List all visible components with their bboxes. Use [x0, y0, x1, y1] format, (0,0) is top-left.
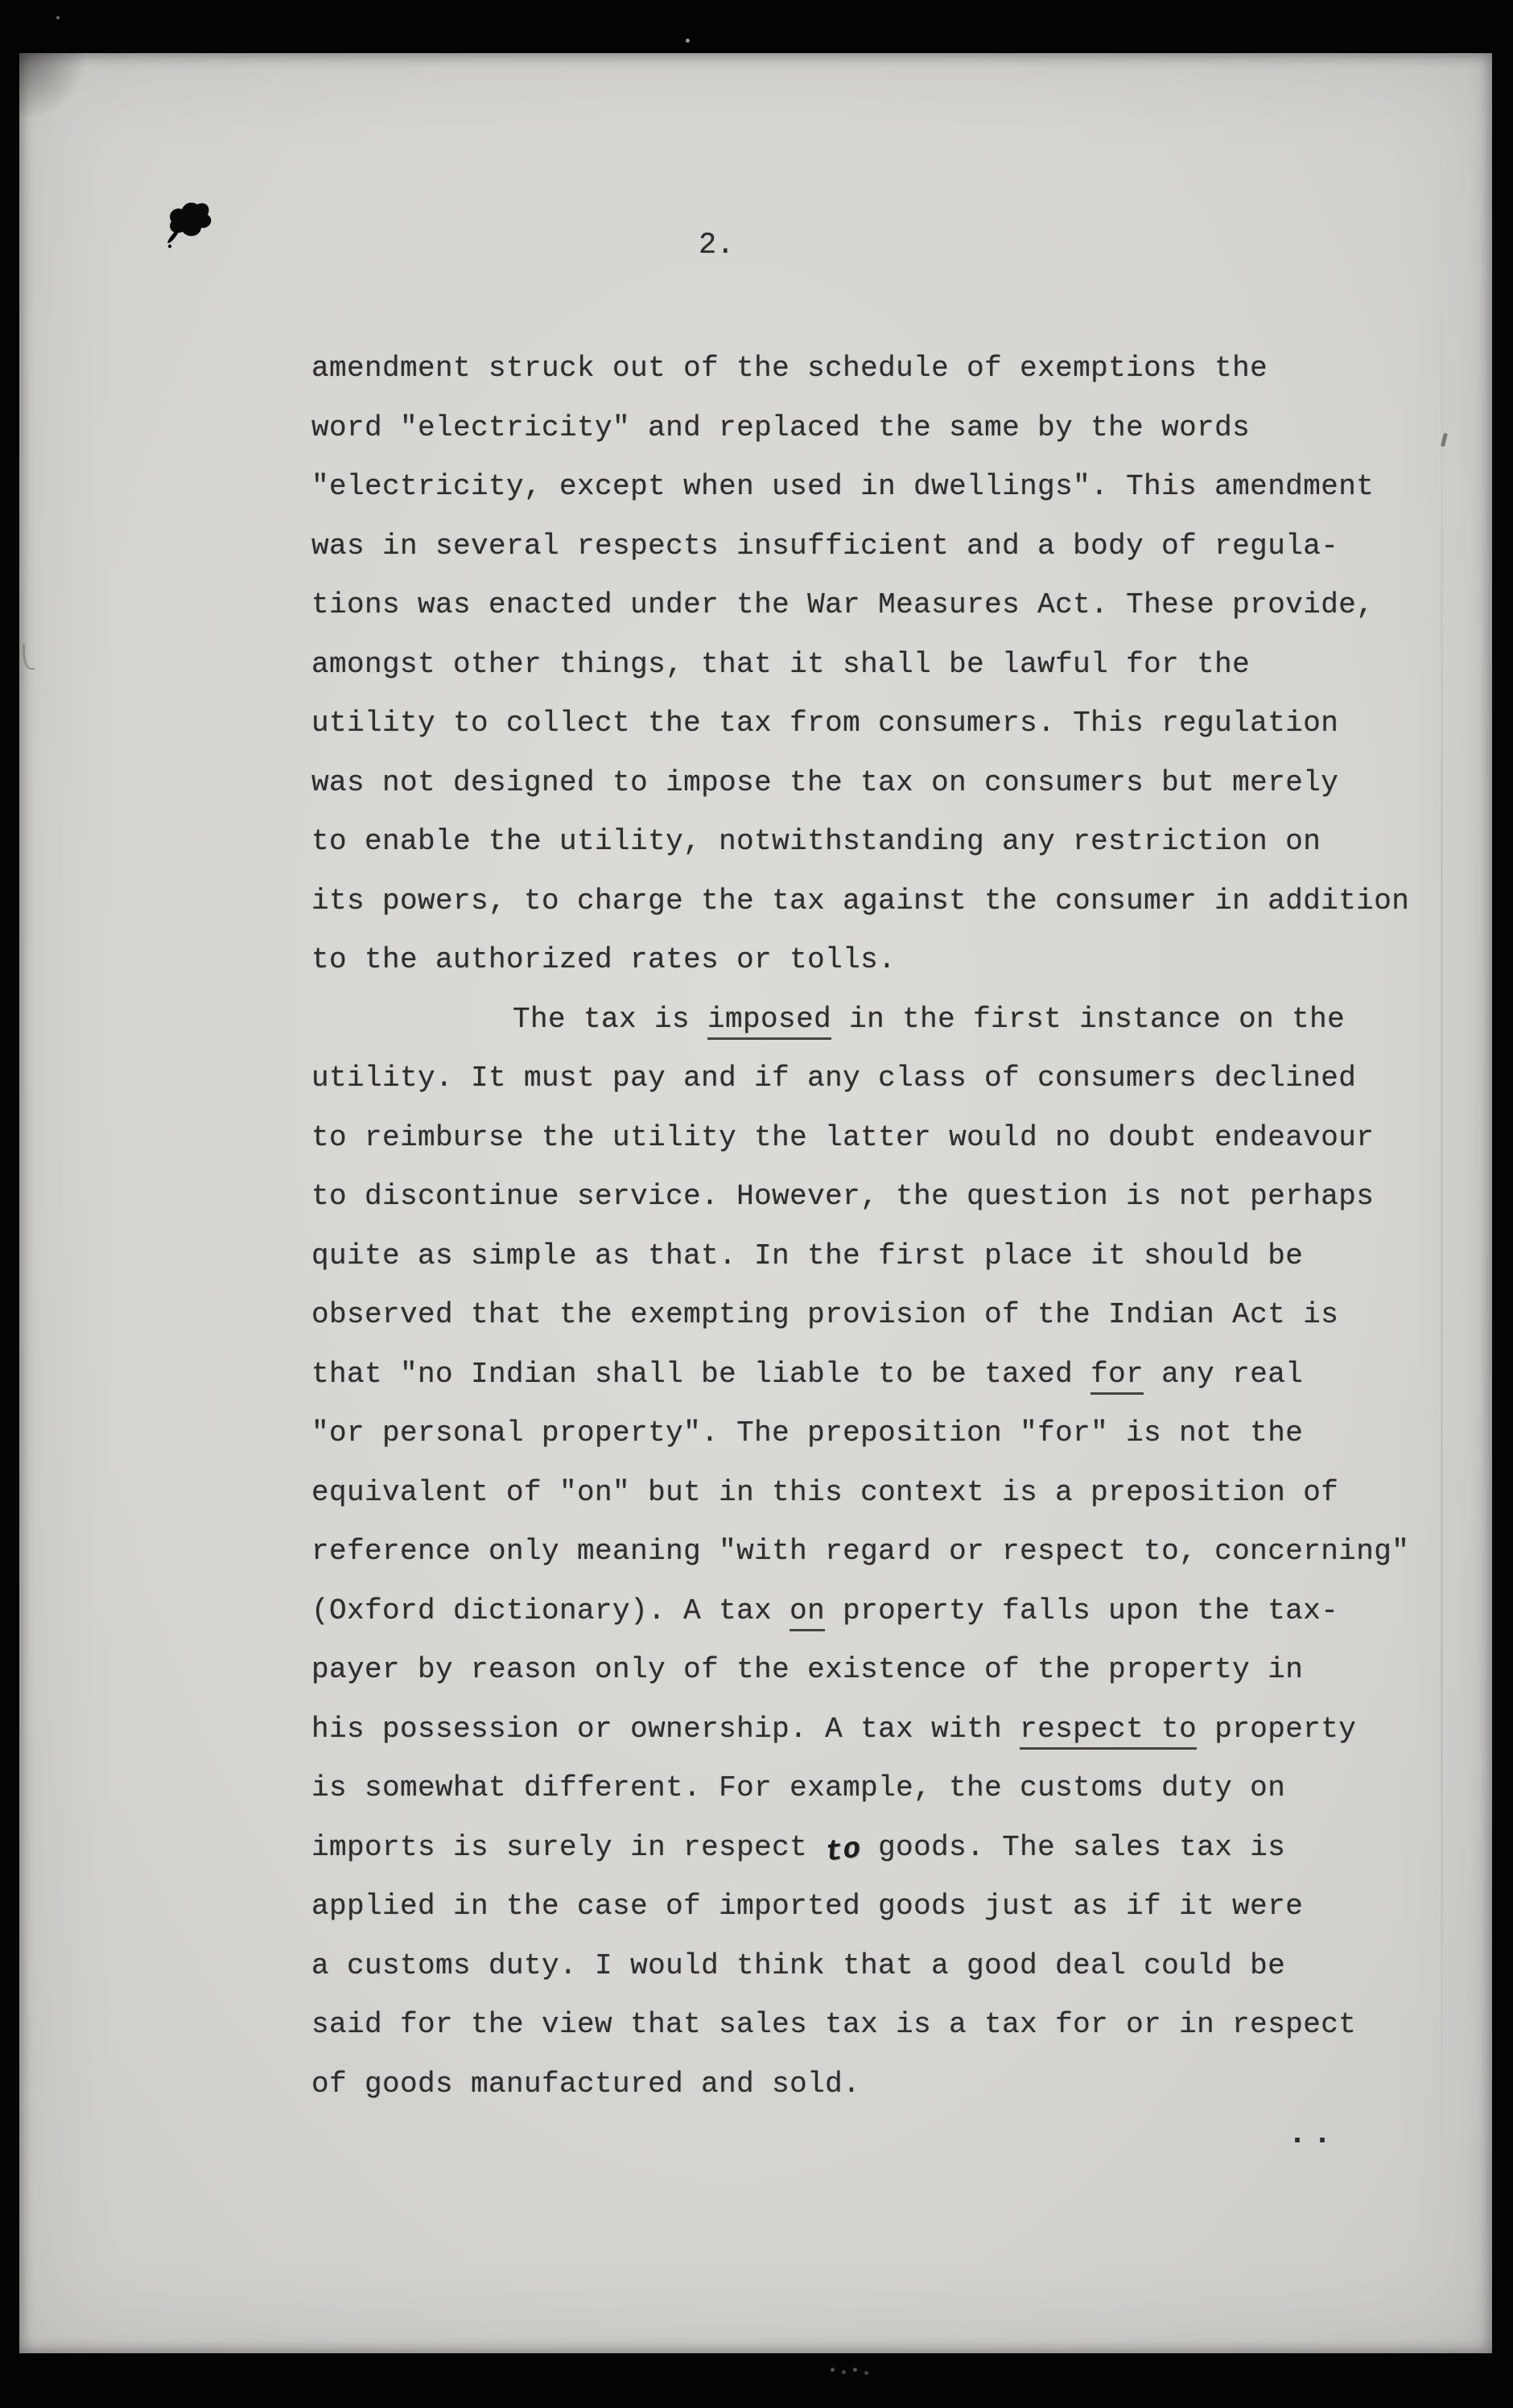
text-line — [311, 930, 1470, 990]
text-line — [311, 1167, 1470, 1227]
handwritten-correction: to — [823, 1831, 863, 1870]
text-line — [311, 1522, 1470, 1581]
text-segment: utility. It must pay and if any class of consumers declined — [311, 1062, 1357, 1095]
text-line — [311, 635, 1470, 695]
text-line — [311, 1700, 1470, 1759]
text-segment: reference only meaning "with regard or respect to, concerning" — [311, 1535, 1410, 1568]
text-line — [311, 1759, 1470, 1818]
text-segment: "electricity, except when used in dwellings". This amendment — [311, 470, 1375, 503]
text-segment: "or personal property". The preposition "for" is not the — [311, 1416, 1304, 1449]
text-segment: was in several respects insufficient and a body of regula- — [311, 529, 1339, 563]
text-block — [311, 339, 1470, 2113]
trailing-dots: .. — [1288, 2117, 1338, 2153]
text-line — [311, 753, 1470, 813]
text-segment: that "no Indian shall be liable to be taxed — [311, 1357, 1091, 1391]
text-line — [311, 517, 1470, 576]
text-segment: his possession or ownership. A tax with — [311, 1712, 1020, 1746]
text-line — [311, 1936, 1470, 1996]
text-line — [311, 1227, 1470, 1286]
scan-smudge — [831, 2368, 835, 2372]
text-segment: amendment struck out of the schedule of exemptions the — [311, 352, 1268, 385]
text-segment: observed that the exempting provision of the Indian Act is — [311, 1298, 1339, 1331]
text-segment: a customs duty. I would think that a good deal could be — [311, 1948, 1286, 1982]
underlined-text: respect to — [1020, 1713, 1197, 1750]
corner-shadow — [19, 53, 92, 118]
text-segment: payer by reason only of the existence of the property in — [311, 1653, 1304, 1686]
text-line — [311, 398, 1470, 458]
text-segment: amongst other things, that it shall be lawful for the — [311, 647, 1251, 681]
text-segment: property — [1197, 1712, 1357, 1746]
text-line — [311, 2055, 1470, 2114]
text-line — [311, 872, 1470, 931]
text-line — [311, 1818, 1470, 1878]
text-segment: goods. The sales tax is — [860, 1830, 1286, 1864]
text-segment: any real — [1144, 1357, 1304, 1391]
scan-speck-icon — [56, 16, 60, 19]
text-line — [311, 1640, 1470, 1700]
text-segment: (Oxford dictionary). A tax — [311, 1594, 790, 1627]
text-segment: to discontinue service. However, the question is not perhaps — [311, 1180, 1375, 1213]
text-segment: of goods manufactured and sold. — [311, 2067, 861, 2101]
text-line — [311, 1345, 1470, 1404]
text-line — [311, 1404, 1470, 1463]
page-number: 2. — [699, 229, 735, 262]
text-segment: to the authorized rates or tolls. — [311, 943, 897, 976]
text-line — [311, 812, 1470, 872]
ink-blot-icon — [165, 200, 216, 249]
text-line — [311, 339, 1470, 398]
text-line — [311, 694, 1470, 753]
text-line — [311, 1285, 1470, 1345]
scan-speck-icon — [686, 39, 690, 43]
text-segment: word "electricity" and replaced the same by the words — [311, 410, 1251, 444]
text-segment: utility to collect the tax from consumers. This regulation — [311, 707, 1339, 740]
text-line — [311, 457, 1470, 517]
text-segment: quite as simple as that. In the first place it should be — [311, 1239, 1304, 1272]
text-segment: in the first instance on the — [831, 1002, 1346, 1036]
text-segment: property falls upon the tax- — [825, 1594, 1339, 1627]
text-segment: said for the view that sales tax is a tax for or in respect — [311, 2008, 1357, 2041]
text-segment: imports is surely in respect — [311, 1830, 826, 1864]
text-segment: The tax is — [513, 1002, 708, 1036]
text-line — [311, 1581, 1470, 1641]
text-segment: tions was enacted under the War Measures Act. These provide, — [311, 588, 1375, 621]
text-segment: to enable the utility, notwithstanding any restriction on — [311, 825, 1321, 858]
text-line — [311, 575, 1470, 635]
text-segment: was not designed to impose the tax on consumers but merely — [311, 765, 1339, 799]
underlined-text: on — [789, 1594, 825, 1631]
text-line — [311, 1108, 1470, 1168]
text-line — [311, 1463, 1470, 1523]
underlined-text: imposed — [707, 1003, 831, 1040]
text-line — [311, 990, 1470, 1049]
text-line — [311, 1049, 1470, 1108]
text-line — [311, 1995, 1470, 2055]
underlined-text: for — [1090, 1358, 1144, 1395]
text-segment: is somewhat different. For example, the customs duty on — [311, 1771, 1286, 1804]
text-segment: its powers, to charge the tax against the consumer in addition — [311, 884, 1410, 917]
text-segment: to reimburse the utility the latter would no doubt endeavour — [311, 1120, 1375, 1154]
text-line — [311, 1877, 1470, 1936]
text-segment: equivalent of "on" but in this context is a preposition of — [311, 1475, 1339, 1509]
text-segment: applied in the case of imported goods just as if it were — [311, 1890, 1304, 1923]
